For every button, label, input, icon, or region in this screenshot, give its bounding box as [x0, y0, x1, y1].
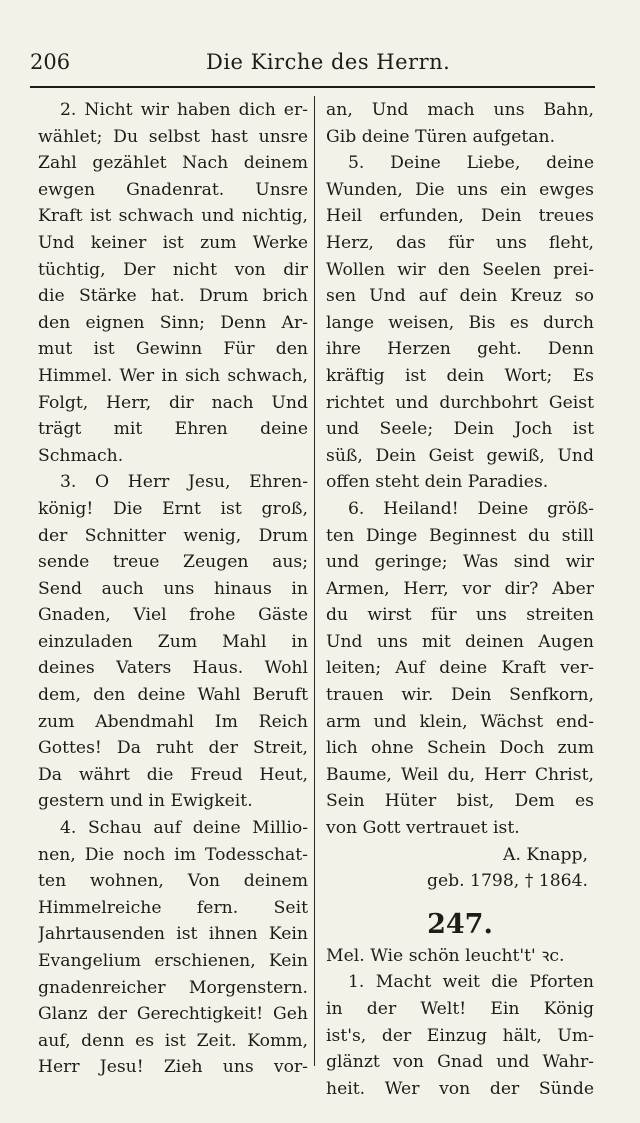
- running-title: Die Kirche des Herrn.: [206, 50, 451, 74]
- text-line: Zahl gezählet Nach deinem: [38, 153, 308, 174]
- text-line: und geringe; Was sind wir: [326, 552, 594, 573]
- text-line: Baume, Weil du, Herr Christ,: [326, 764, 594, 785]
- text-line: sen Und auf dein Kreuz so: [326, 286, 594, 307]
- left-column: [38, 97, 308, 1081]
- text-line: Wunden, Die uns ein ewges: [326, 179, 594, 200]
- next-hymn-verses: [326, 969, 594, 1102]
- text-line: 1. Macht weit die Pforten: [348, 972, 594, 993]
- text-line: 6. Heiland! Deine größ-: [348, 498, 594, 519]
- text-line: Herr Jesu! Zieh uns vor-: [38, 1057, 308, 1078]
- text-line: Jahrtausenden ist ihnen Kein: [38, 924, 308, 945]
- text-line: Gnaden, Viel frohe Gäste: [38, 605, 308, 626]
- text-line: zum Abendmahl Im Reich: [38, 711, 308, 732]
- text-line: deines Vaters Haus. Wohl: [38, 658, 308, 679]
- text-line: Schmach.: [38, 445, 124, 466]
- text-line: tüchtig, Der nicht von dir: [38, 259, 308, 280]
- text-line: leiten; Auf deine Kraft ver-: [326, 658, 594, 679]
- text-line: süß, Dein Geist gewiß, Und: [326, 445, 594, 466]
- text-line: Gottes! Da ruht der Streit,: [38, 738, 308, 759]
- page-number: 206: [30, 50, 71, 74]
- text-line: richtet und durchbohrt Geist: [326, 392, 594, 413]
- text-line: an, Und mach uns Bahn,: [326, 100, 594, 120]
- text-line: Heil erfunden, Dein treues: [326, 206, 594, 227]
- text-line: ist's, der Einzug hält, Um-: [326, 1025, 594, 1046]
- text-line: Da währt die Freud Heut,: [38, 764, 308, 785]
- text-line: in der Welt! Ein König: [326, 999, 594, 1019]
- attribution-dates: geb. 1798, † 1864.: [426, 871, 588, 892]
- text-line: 4. Schau auf deine Millio-: [60, 818, 308, 839]
- text-line: Evangelium erschienen, Kein: [38, 951, 308, 971]
- text-line: Und keiner ist zum Werke: [38, 232, 308, 253]
- text-line: ten wohnen, Von deinem: [38, 871, 308, 892]
- text-line: Und uns mit deinen Augen: [326, 631, 594, 652]
- text-line: ten Dinge Beginnest du still: [326, 525, 594, 546]
- text-line: könig! Die Ernt ist groß,: [38, 498, 308, 519]
- header-rule: [30, 86, 595, 88]
- text-line: den eignen Sinn; Denn Ar-: [38, 312, 308, 333]
- text-line: ewgen Gnadenrat. Unsre: [38, 179, 308, 200]
- text-line: arm und klein, Wächst end-: [326, 711, 594, 732]
- text-line: auf, denn es ist Zeit. Komm,: [38, 1030, 308, 1051]
- text-line: gestern und in Ewigkeit.: [38, 791, 253, 812]
- right-column: [326, 97, 594, 1102]
- text-line: dem, den deine Wahl Beruft: [38, 685, 308, 706]
- text-line: Himmelreiche fern. Seit: [38, 897, 308, 918]
- text-line: wählet; Du selbst hast unsre: [38, 126, 308, 147]
- text-line: gnadenreicher Morgenstern.: [38, 977, 308, 998]
- text-line: Himmel. Wer in sich schwach,: [38, 365, 308, 386]
- text-line: die Stärke hat. Drum brich: [38, 286, 308, 307]
- text-line: Armen, Herr, vor dir? Aber: [326, 578, 594, 599]
- text-line: Sein Hüter bist, Dem es: [326, 791, 594, 812]
- text-line: nen, Die noch im Todesschat-: [38, 844, 308, 865]
- text-line: 5. Deine Liebe, deine: [348, 153, 594, 174]
- right-column-verses: [326, 97, 594, 842]
- text-line: heit. Wer von der Sünde: [326, 1078, 594, 1099]
- text-line: trauen wir. Dein Senfkorn,: [326, 685, 594, 706]
- text-line: Herz, das für uns fleht,: [326, 232, 594, 253]
- text-line: sende treue Zeugen aus;: [38, 552, 308, 573]
- text-line: der Schnitter wenig, Drum: [38, 525, 308, 546]
- text-line: ihre Herzen geht. Denn: [326, 339, 594, 360]
- text-line: 3. O Herr Jesu, Ehren-: [60, 472, 308, 493]
- text-line: einzuladen Zum Mahl in: [38, 631, 308, 652]
- text-line: kräftig ist dein Wort; Es: [326, 365, 594, 386]
- attribution-author: A. Knapp,: [503, 844, 588, 865]
- column-divider: [314, 96, 315, 1066]
- text-line: von Gott vertrauet ist.: [326, 818, 520, 839]
- text-line: glänzt von Gnad und Wahr-: [326, 1052, 594, 1073]
- text-line: 2. Nicht wir haben dich er-: [60, 100, 308, 120]
- text-line: Glanz der Gerechtigkeit! Geh: [38, 1004, 308, 1025]
- text-line: du wirst für uns streiten: [326, 605, 594, 626]
- text-line: offen steht dein Paradies.: [326, 472, 549, 493]
- text-line: Kraft ist schwach und nichtig,: [38, 206, 308, 227]
- melody-line: Mel. Wie schön leucht't' ꝛc.: [326, 945, 565, 966]
- text-line: lich ohne Schein Doch zum: [326, 738, 594, 759]
- text-line: mut ist Gewinn Für den: [38, 339, 308, 360]
- text-line: trägt mit Ehren deine: [38, 419, 308, 440]
- text-line: Send auch uns hinaus in: [38, 578, 308, 599]
- text-line: Gib deine Türen aufgetan.: [326, 126, 556, 147]
- text-line: Wollen wir den Seelen prei-: [326, 259, 594, 280]
- text-line: Folgt, Herr, dir nach Und: [38, 392, 308, 413]
- text-line: lange weisen, Bis es durch: [326, 312, 594, 333]
- page-header: [30, 44, 598, 78]
- hymn-number: 247.: [427, 908, 493, 940]
- text-line: und Seele; Dein Joch ist: [326, 419, 594, 440]
